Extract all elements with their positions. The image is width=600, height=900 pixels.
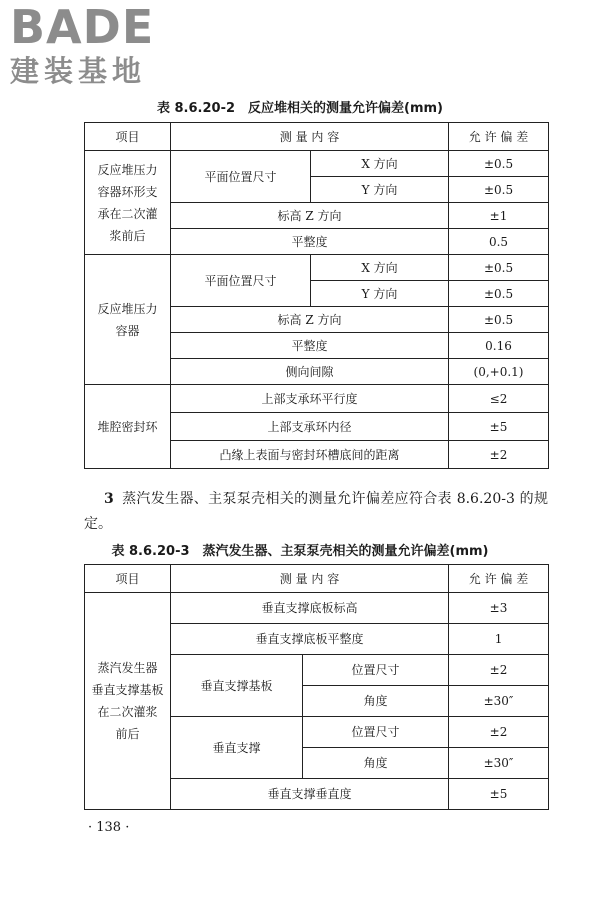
subcontent-cell: X 方向 (311, 151, 449, 177)
tolerance-cell: ±30″ (449, 748, 549, 779)
table-8-6-20-3 (84, 564, 549, 810)
item-line: 容器 (115, 323, 140, 338)
content-cell: 平面位置尺寸 (171, 255, 311, 307)
item-line: 反应堆压力 (97, 162, 158, 177)
item-line: 浆前后 (109, 228, 146, 243)
paragraph-3 (84, 487, 548, 537)
tolerance-cell: (0,+0.1) (449, 359, 549, 385)
content-cell: 平整度 (171, 333, 449, 359)
header-item: 项目 (85, 123, 171, 151)
content-cell: 垂直支撑 (171, 717, 303, 779)
table-header-row (85, 123, 549, 151)
subcontent-cell: X 方向 (311, 255, 449, 281)
header-item: 项目 (85, 565, 171, 593)
table-row (85, 385, 549, 413)
content-cell: 平面位置尺寸 (171, 151, 311, 203)
tolerance-cell: ±0.5 (449, 281, 549, 307)
item-line: 承在二次灌 (97, 206, 158, 221)
content-cell: 垂直支撑垂直度 (171, 779, 449, 810)
table1-caption: 表 8.6.20-2 反应堆相关的测量允许偏差(mm) (156, 101, 443, 116)
tolerance-cell: ±3 (449, 593, 549, 624)
item-line: 堆腔密封环 (97, 419, 158, 434)
content-cell: 凸缘上表面与密封环槽底间的距离 (171, 441, 449, 469)
table-row (85, 593, 549, 624)
subcontent-cell: 角度 (303, 748, 449, 779)
content-cell: 垂直支撑基板 (171, 655, 303, 717)
subcontent-cell: Y 方向 (311, 177, 449, 203)
item-line: 垂直支撑基板 (91, 683, 164, 697)
item-line: 在二次灌浆 (97, 705, 158, 719)
tolerance-cell: 1 (449, 624, 549, 655)
content-cell: 平整度 (171, 229, 449, 255)
content-cell: 上部支承环平行度 (171, 385, 449, 413)
header-content: 测 量 内 容 (171, 123, 449, 151)
subcontent-cell: 位置尺寸 (303, 655, 449, 686)
header-tolerance: 允 许 偏 差 (449, 123, 549, 151)
content-cell: 标高 Z 方向 (171, 203, 449, 229)
table-row (85, 255, 549, 281)
tolerance-cell: ±0.5 (449, 255, 549, 281)
content-cell: 垂直支撑底板平整度 (171, 624, 449, 655)
tolerance-cell: ≤2 (449, 385, 549, 413)
subcontent-cell: 角度 (303, 686, 449, 717)
table-row (85, 151, 549, 177)
item-cell (85, 151, 171, 255)
item-cell (85, 593, 171, 810)
header-content: 测 量 内 容 (171, 565, 449, 593)
bade-logo (10, 0, 180, 88)
tolerance-cell: 0.5 (449, 229, 549, 255)
tolerance-cell: ±2 (449, 717, 549, 748)
item-line: 蒸汽发生器 (97, 661, 158, 675)
tolerance-cell: ±0.5 (449, 307, 549, 333)
tolerance-cell: ±5 (449, 779, 549, 810)
paragraph-text: 蒸汽发生器、主泵泵壳相关的测量允许偏差应符合表 8.6.20-3 的规定。 (84, 491, 548, 532)
tolerance-cell: 0.16 (449, 333, 549, 359)
item-line: 前后 (115, 727, 140, 741)
paragraph-number: 3 (104, 491, 114, 507)
tolerance-cell: ±1 (449, 203, 549, 229)
item-line: 容器环形支 (97, 184, 158, 199)
content-cell: 标高 Z 方向 (171, 307, 449, 333)
content-cell: 垂直支撑底板标高 (171, 593, 449, 624)
item-cell (85, 385, 171, 469)
content-cell: 侧向间隙 (171, 359, 449, 385)
logo-wordmark: BADE (10, 0, 155, 54)
content-cell: 上部支承环内径 (171, 413, 449, 441)
tolerance-cell: ±30″ (449, 686, 549, 717)
page-number: · 138 · (88, 820, 130, 835)
logo-chinese-name: 建装基地 (10, 54, 147, 88)
item-line: 反应堆压力 (97, 301, 158, 316)
table-8-6-20-2 (84, 122, 549, 469)
table-header-row (85, 565, 549, 593)
tolerance-cell: ±0.5 (449, 151, 549, 177)
subcontent-cell: 位置尺寸 (303, 717, 449, 748)
subcontent-cell: Y 方向 (311, 281, 449, 307)
item-cell (85, 255, 171, 385)
tolerance-cell: ±0.5 (449, 177, 549, 203)
tolerance-cell: ±2 (449, 655, 549, 686)
tolerance-cell: ±2 (449, 441, 549, 469)
header-tolerance: 允 许 偏 差 (449, 565, 549, 593)
table2-caption: 表 8.6.20-3 蒸汽发生器、主泵泵壳相关的测量允许偏差(mm) (111, 544, 489, 559)
tolerance-cell: ±5 (449, 413, 549, 441)
